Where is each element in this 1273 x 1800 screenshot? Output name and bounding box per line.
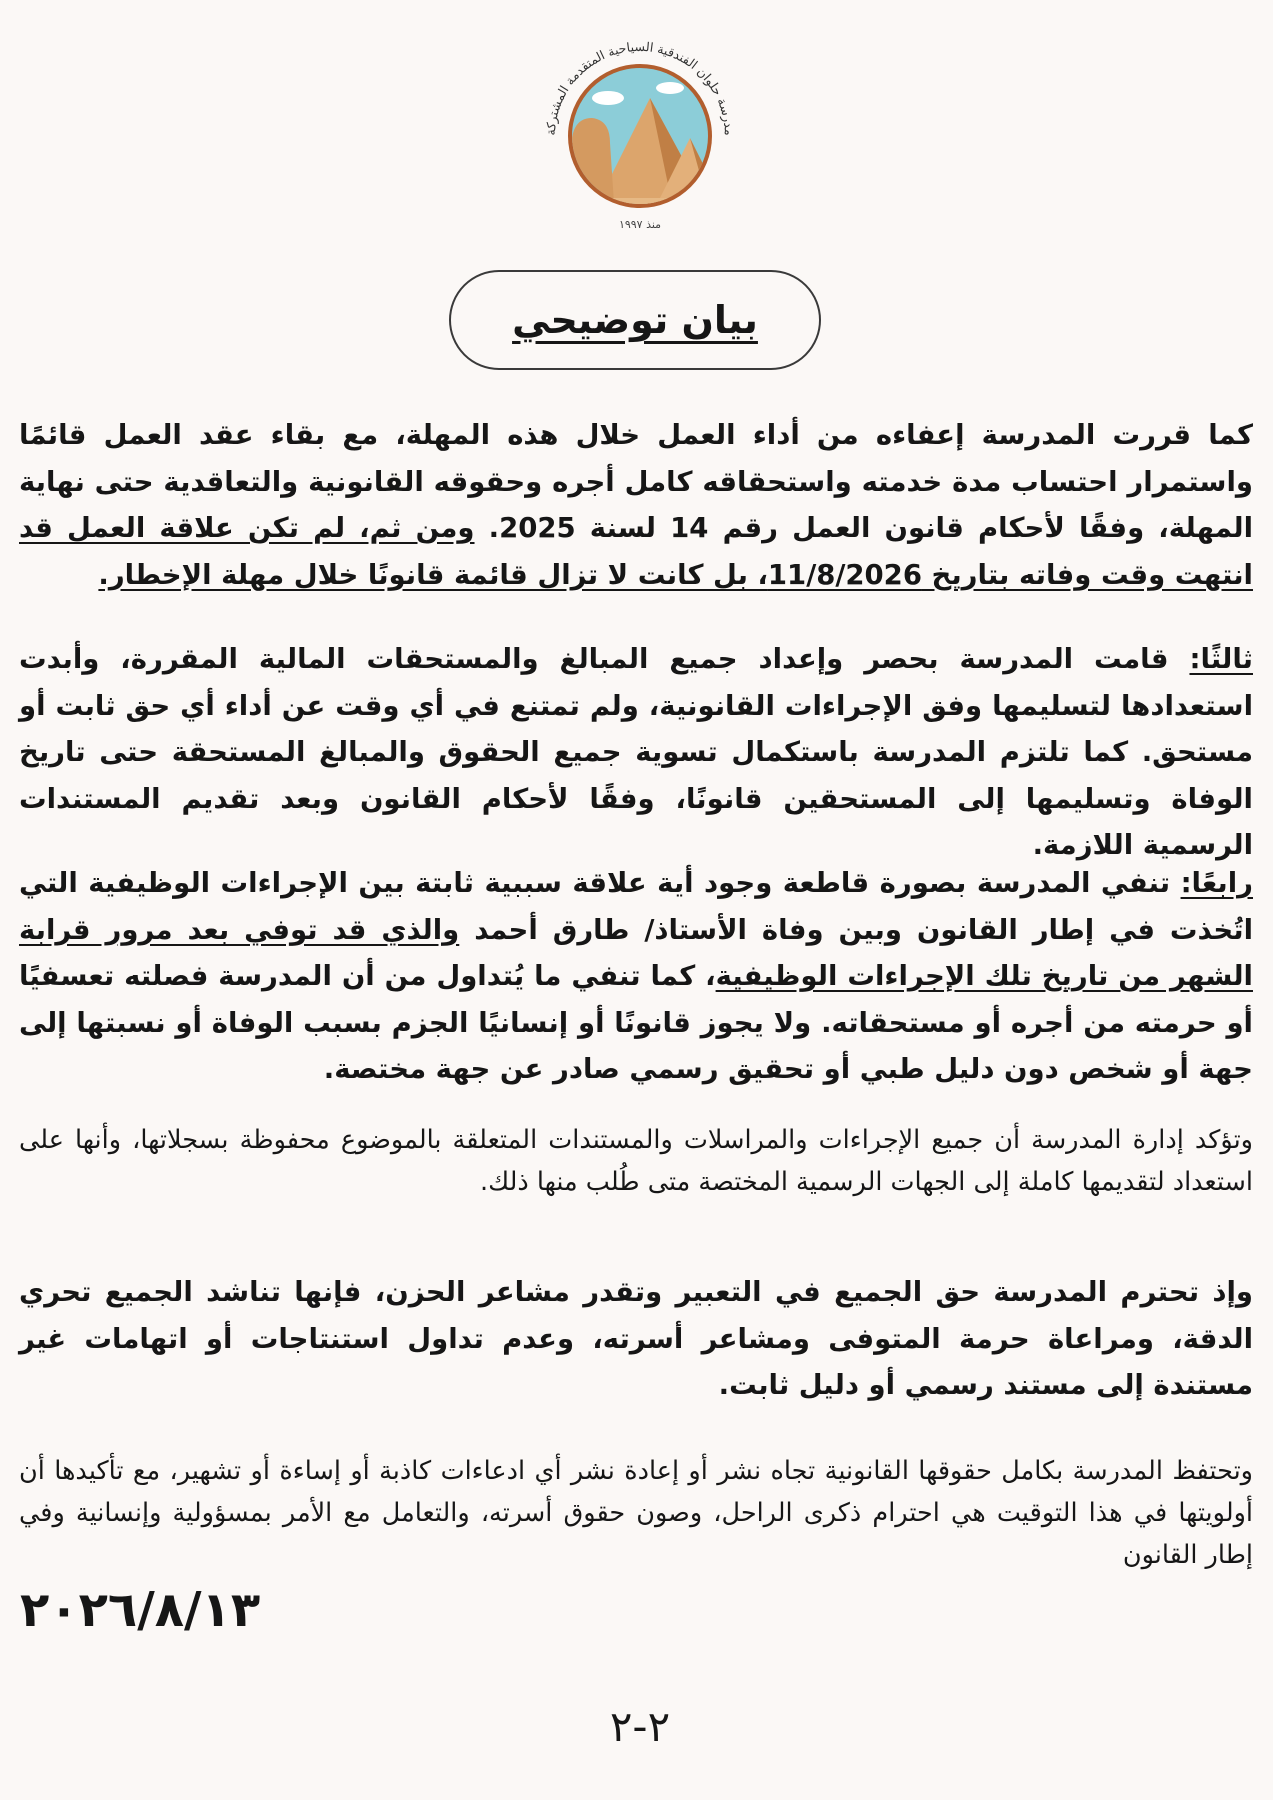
document-date: ٢٠٢٦/٨/١٣ bbox=[20, 1582, 261, 1638]
page-title: بيان توضيحي bbox=[512, 298, 758, 342]
paragraph-third bbox=[19, 636, 1253, 869]
underlined-text: والذي قد توفي بعد مرور قرابة الشهر من تاريخ تلك الإجراءات الوظيفية bbox=[19, 913, 1253, 992]
paragraph-text: تنفي المدرسة بصورة قاطعة وجود أية علاقة سببية ثابتة بين الإجراءات الوظيفية التي اتُخذت في إطار القانون وبين وفاة الأستاذ/ طارق أحمد bbox=[19, 867, 1253, 946]
section-label-third: ثالثًا: bbox=[1189, 643, 1253, 675]
paragraph-text: قامت المدرسة بحصر وإعداد جميع المبالغ والمستحقات المالية المقررة، وأبدت استعدادها لتسليمها وفق الإجراءات القانونية، ولم تمتنع في أي وقت عن أداء أي حق ثابت أو مستحق. كما تلتزم المدرسة باستكمال تسوية جميع الحقوق والمبالغ المستحقة حتى تاريخ الوفاة وتسليمها إلى المستحقين قانونًا، وفقًا لأحكام القانون وبعد تقديم المستندات الرسمية اللازمة. bbox=[19, 643, 1253, 861]
paragraph-text: كما قررت المدرسة إعفاءه من أداء العمل خلال هذه المهلة، مع بقاء عقد العمل قائمًا واستمرار احتساب مدة خدمته واستحقاقه كامل أجره وحقوقه القانونية والتعاقدية حتى نهاية المهلة، وفقًا لأحكام قانون العمل رقم 14 لسنة 2025. bbox=[19, 419, 1253, 544]
paragraph-respect: وإذ تحترم المدرسة حق الجميع في التعبير وتقدر مشاعر الحزن، فإنها تناشد الجميع تحري الدقة، ومراعاة حرمة المتوفى ومشاعر أسرته، وعدم تداول استنتاجات أو اتهامات غير مستندة إلى مستند رسمي أو دليل ثابت. bbox=[19, 1276, 1253, 1401]
logo-arc-text: مدرسة حلوان الفندقية السياحية المتقدمة المشتركة bbox=[542, 38, 738, 136]
page-number: ٢-٢ bbox=[609, 1702, 671, 1751]
section-label-fourth: رابعًا: bbox=[1180, 867, 1253, 899]
underlined-text: ومن ثم، لم تكن علاقة العمل قد انتهت وقت وفاته بتاريخ 11/8/2026، بل كانت لا تزال قائمة قانونًا خلال مهلة الإخطار. bbox=[19, 512, 1253, 591]
logo-emblem bbox=[500, 18, 780, 248]
logo-since-text: منذ ١٩٩٧ bbox=[618, 218, 662, 231]
paragraph-leave-period bbox=[19, 412, 1253, 598]
school-logo bbox=[500, 18, 780, 248]
paragraph-text: ، كما تنفي ما يُتداول من أن المدرسة فصلته تعسفيًا أو حرمته من أجره أو مستحقاته. ولا يجوز قانونًا أو إنسانيًا الجزم بسبب الوفاة أو نسبتها إلى جهة أو شخص دون دليل طبي أو تحقيق رسمي صادر عن جهة مختصة. bbox=[19, 960, 1253, 1085]
paragraph-records: وتؤكد إدارة المدرسة أن جميع الإجراءات والمراسلات والمستندات المتعلقة بالموضوع محفوظة بسجلاتها، وأنها على استعداد لتقديمها كاملة إلى الجهات الرسمية المختصة متى طُلب منها ذلك. bbox=[19, 1125, 1253, 1197]
title-box bbox=[449, 270, 821, 370]
paragraph-rights: وتحتفظ المدرسة بكامل حقوقها القانونية تجاه نشر أو إعادة نشر أي ادعاءات كاذبة أو إساءة أو تشهير، مع تأكيدها أن أولويتها في هذا التوقيت هي احترام ذكرى الراحل، وصون حقوق أسرته، والتعامل مع الأمر بمسؤولية وإنسانية وفي إطار القانون bbox=[19, 1456, 1253, 1570]
paragraph-fourth bbox=[19, 860, 1253, 1093]
